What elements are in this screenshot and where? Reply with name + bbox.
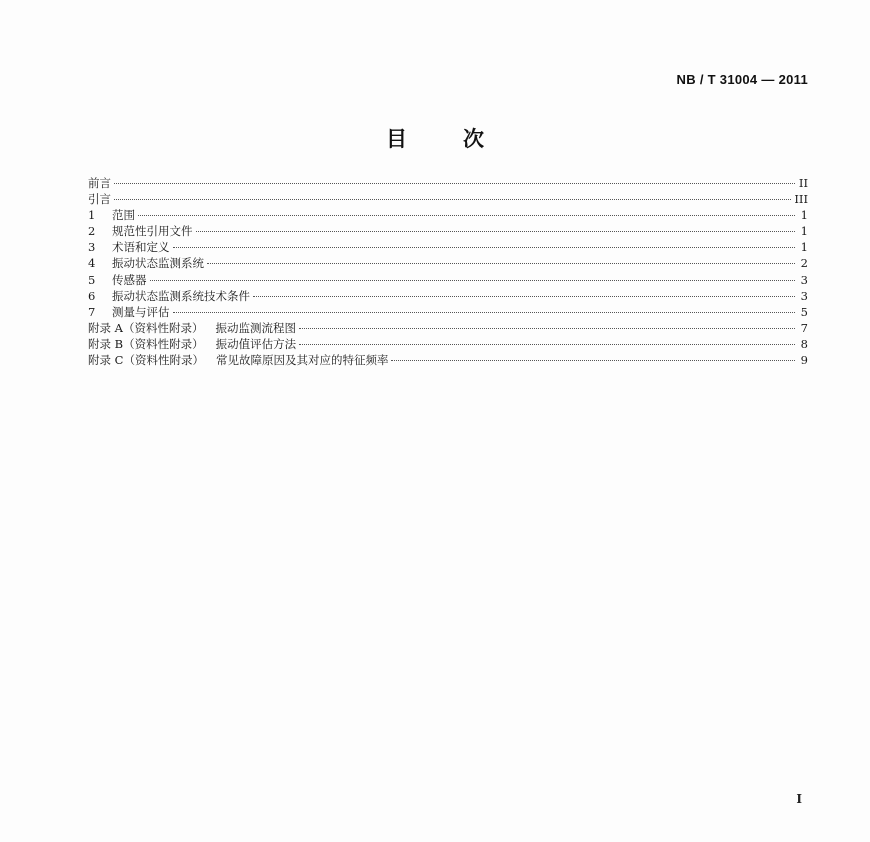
toc-entry[interactable]	[88, 304, 808, 320]
toc-entry[interactable]	[88, 352, 808, 368]
toc-dot-leader	[207, 263, 795, 264]
toc-dot-leader	[173, 247, 796, 248]
toc-dot-leader	[299, 344, 795, 345]
toc-entry-number: 5	[88, 272, 96, 287]
toc-entry[interactable]	[88, 336, 808, 352]
toc-entry-page-number: 8	[800, 336, 808, 351]
toc-entry[interactable]	[88, 288, 808, 304]
toc-entry[interactable]	[88, 255, 808, 271]
standard-number: NB / T 31004 — 2011	[676, 72, 808, 87]
toc-dot-leader	[150, 280, 796, 281]
toc-entry-page-number: 9	[800, 353, 808, 368]
toc-entry[interactable]	[88, 175, 808, 191]
toc-entry-number: 1	[88, 208, 96, 223]
toc-entry-label: 传感器	[112, 272, 147, 287]
toc-entry-page-number: 3	[800, 288, 808, 303]
toc-entry-number: 7	[88, 304, 96, 319]
toc-entry[interactable]	[88, 191, 808, 207]
toc-entry-page-number: III	[794, 192, 808, 207]
toc-entry-label: 附录 C（资料性附录）	[88, 353, 204, 368]
toc-entry[interactable]	[88, 239, 808, 255]
toc-entry-page-number: 5	[800, 304, 808, 319]
toc-entry-label: 引言	[88, 192, 111, 207]
toc-entry-label: 规范性引用文件	[112, 224, 193, 239]
toc-entry-page-number: 1	[800, 208, 808, 223]
toc-entry-page-number: 1	[800, 224, 808, 239]
toc-dot-leader	[196, 231, 796, 232]
toc-entry-number: 6	[88, 288, 96, 303]
toc-entry-page-number: 2	[800, 256, 808, 271]
toc-entry[interactable]	[88, 320, 808, 336]
page-title: 目次	[386, 127, 540, 151]
toc-entry-label: 前言	[88, 176, 111, 190]
page-folio: I	[796, 792, 802, 806]
toc-entry-number: 3	[88, 240, 96, 255]
toc-entry-label: 附录 B（资料性附录）	[88, 336, 204, 351]
toc-dot-leader	[114, 183, 795, 184]
toc-entry-page-number: II	[798, 176, 808, 190]
toc-entry-label: 振动状态监测系统技术条件	[112, 288, 250, 303]
toc-dot-leader	[114, 199, 791, 200]
toc-entry-label: 术语和定义	[112, 240, 170, 255]
toc-entry-appendix-title: 振动值评估方法	[215, 336, 297, 351]
toc-entry-label: 范围	[112, 208, 135, 223]
toc-dot-leader	[138, 215, 795, 216]
toc-entry-label: 附录 A（资料性附录）	[88, 320, 204, 335]
toc-entry-label: 测量与评估	[112, 304, 170, 319]
toc-entry[interactable]	[88, 207, 808, 223]
toc-entry[interactable]	[88, 223, 808, 239]
toc-entry-appendix-title: 常见故障原因及其对应的特征频率	[215, 353, 389, 368]
toc-dot-leader	[299, 328, 795, 329]
table-of-contents	[88, 175, 808, 368]
toc-entry-number: 4	[88, 256, 96, 271]
toc-entry-appendix-title: 振动监测流程图	[215, 320, 296, 335]
toc-entry-page-number: 3	[800, 272, 808, 287]
toc-dot-leader	[391, 360, 795, 361]
toc-entry-page-number: 1	[800, 240, 808, 255]
toc-entry-label: 振动状态监测系统	[112, 256, 204, 271]
toc-dot-leader	[173, 312, 796, 313]
toc-entry-number: 2	[88, 224, 96, 239]
toc-entry-page-number: 7	[800, 320, 808, 335]
toc-dot-leader	[253, 296, 795, 297]
toc-entry[interactable]	[88, 272, 808, 288]
